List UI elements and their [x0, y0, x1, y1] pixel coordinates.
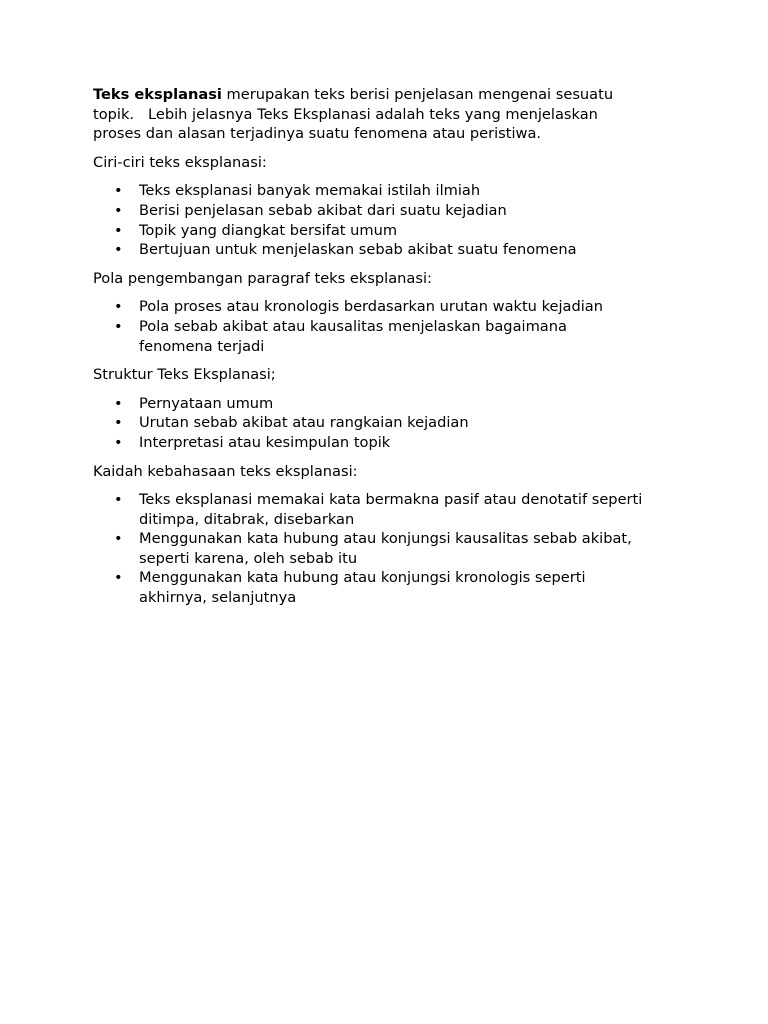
bullet-list: [93, 490, 688, 608]
list-item-text: Pernyataan umum: [139, 394, 274, 412]
list-item-text: Topik yang diangkat bersifat umum: [139, 221, 398, 239]
bullet-marker: •: [114, 394, 123, 412]
list-item-text: Interpretasi atau kesimpulan topik: [139, 433, 391, 451]
list-item-text: Berisi penjelasan sebab akibat dari suatu kejadian: [139, 201, 507, 219]
list-item-text: Pola sebab akibat atau kausalitas menjelaskan bagaimana: [139, 317, 567, 335]
list-item-text: Menggunakan kata hubung atau konjungsi kronologis seperti: [139, 569, 586, 587]
section-ciri-ciri: [93, 153, 688, 260]
list-item: [93, 413, 687, 433]
list-item-text: Teks eksplanasi memakai kata bermakna pasif atau denotatif seperti: [139, 491, 643, 509]
list-item: [93, 201, 687, 221]
list-item: [93, 433, 687, 453]
bullet-marker: •: [114, 221, 123, 239]
bullet-marker: •: [114, 530, 123, 548]
section-kaidah-kebahasaan: [93, 462, 688, 608]
intro-bold-term: Teks eksplanasi: [93, 86, 222, 103]
list-item: [93, 490, 687, 529]
list-item: [93, 568, 687, 607]
list-item: [93, 317, 687, 356]
section-struktur: [93, 365, 688, 452]
bullet-marker: •: [114, 182, 123, 200]
list-item-text-continued: akhirnya, selanjutnya: [139, 589, 297, 607]
bullet-list: [93, 181, 688, 259]
intro-line-2: topik. Lebih jelasnya Teks Eksplanasi adalah teks yang menjelaskan: [93, 105, 598, 123]
intro-paragraph: [93, 85, 673, 144]
list-item: [93, 181, 687, 201]
bullet-marker: •: [114, 433, 123, 451]
section-heading: Struktur Teks Eksplanasi;: [93, 366, 276, 384]
bullet-marker: •: [114, 569, 123, 587]
list-item-text-continued: fenomena terjadi: [139, 337, 265, 355]
section-heading: Ciri-ciri teks eksplanasi:: [93, 153, 267, 171]
bullet-list: [93, 394, 688, 453]
list-item-text: Teks eksplanasi banyak memakai istilah ilmiah: [139, 182, 481, 200]
intro-line-1: merupakan teks berisi penjelasan mengenai sesuatu: [221, 86, 614, 103]
bullet-marker: •: [114, 201, 123, 219]
list-item: [93, 221, 687, 241]
bullet-marker: •: [114, 414, 123, 432]
bullet-marker: •: [114, 317, 123, 335]
bullet-list: [93, 297, 688, 356]
bullet-marker: •: [114, 298, 123, 316]
section-pola-pengembangan: [93, 269, 688, 356]
bullet-marker: •: [114, 491, 123, 509]
bullet-marker: •: [114, 241, 123, 259]
list-item: [93, 394, 687, 414]
intro-line-3: proses dan alasan terjadinya suatu fenomena atau peristiwa.: [93, 125, 542, 143]
list-item: [93, 297, 687, 317]
list-item-text: Urutan sebab akibat atau rangkaian kejadian: [139, 414, 469, 432]
list-item: [93, 240, 687, 260]
list-item: [93, 529, 687, 568]
list-item-text-continued: seperti karena, oleh sebab itu: [139, 549, 358, 567]
list-item-text: Pola proses atau kronologis berdasarkan urutan waktu kejadian: [139, 298, 603, 316]
list-item-text-continued: ditimpa, ditabrak, disebarkan: [139, 510, 355, 528]
section-heading: Kaidah kebahasaan teks eksplanasi:: [93, 462, 358, 480]
section-heading: Pola pengembangan paragraf teks eksplanasi:: [93, 269, 432, 287]
list-item-text: Menggunakan kata hubung atau konjungsi kausalitas sebab akibat,: [139, 530, 632, 548]
list-item-text: Bertujuan untuk menjelaskan sebab akibat suatu fenomena: [139, 241, 577, 259]
